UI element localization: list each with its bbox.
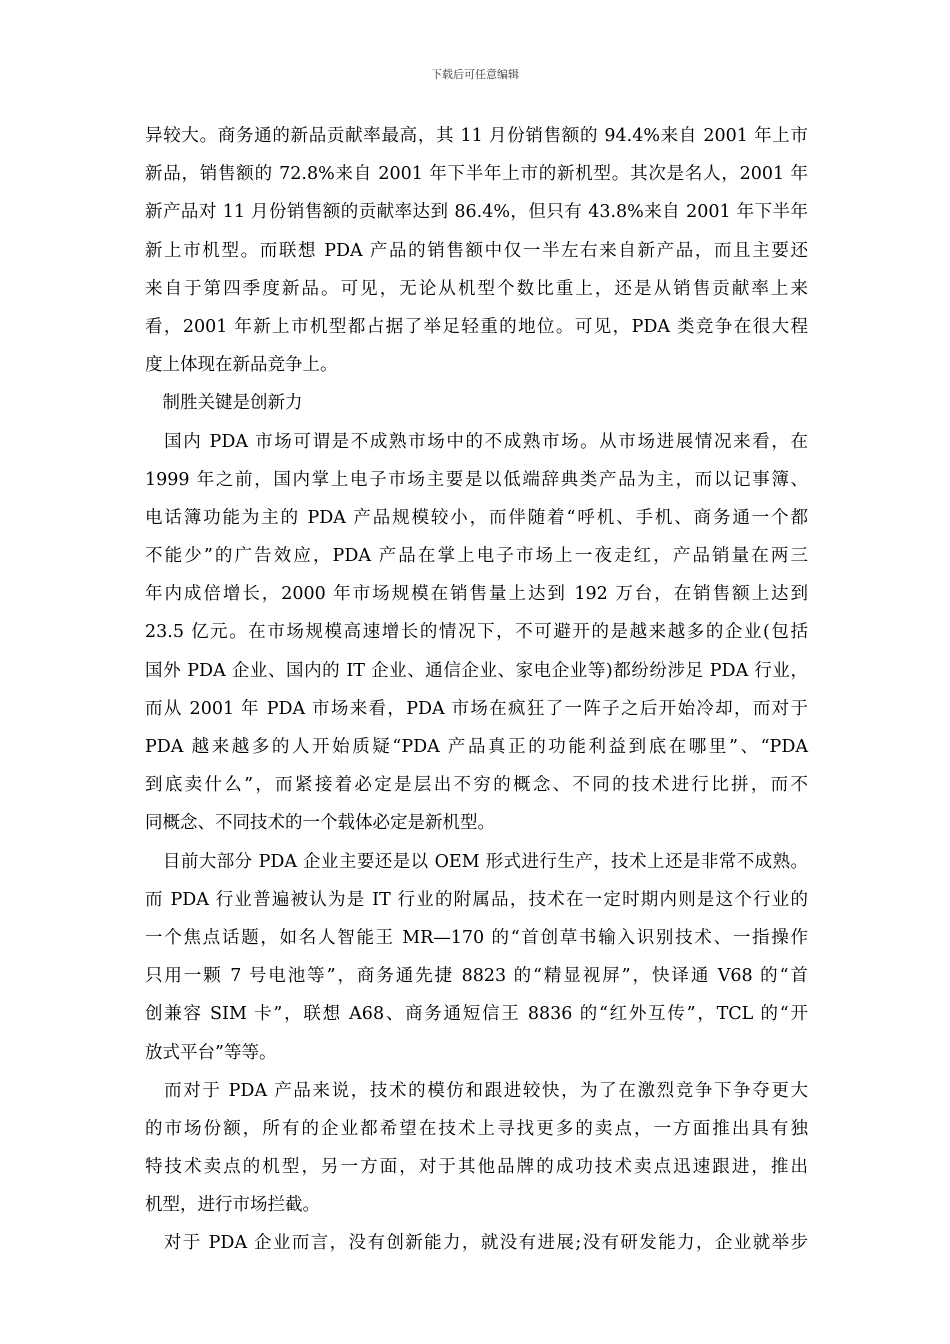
text-line: 新上市机型。而联想 PDA 产品的销售额中仅一半左右来自新产品，而且主要还: [145, 240, 808, 261]
text-line: 度上体现在新品竞争上。: [145, 355, 338, 376]
text-line: 国外 PDA 企业、国内的 IT 企业、通信企业、家电企业等)都纷纷涉足 PDA 行业，: [145, 660, 808, 681]
text-line: 到底卖什么”，而紧接着必定是层出不穷的概念、不同的技术进行比拼，而不: [145, 775, 808, 796]
text-line: 目前大部分 PDA 企业主要还是以 OEM 形式进行生产，技术上还是非常不成熟。: [145, 851, 808, 872]
page-header: 下载后可任意编辑: [431, 68, 519, 81]
text-line: 1999 年之前，国内掌上电子市场主要是以低端辞典类产品为主，而以记事簿、: [145, 469, 808, 490]
text-line: 同概念、不同技术的一个载体必定是新机型。: [145, 813, 495, 834]
paragraph: [145, 843, 808, 1072]
paragraph: [145, 1072, 808, 1225]
paragraph: [145, 384, 808, 422]
text-line: 年内成倍增长，2000 年市场规模在销售量上达到 192 万台，在销售额上达到: [145, 584, 808, 605]
document-body: [145, 117, 808, 1263]
text-line: 23.5 亿元。在市场规模高速增长的情况下，不可避开的是越来越多的企业(包括: [145, 622, 808, 643]
text-line: 新品，销售额的 72.8%来自 2001 年下半年上市的新机型。其次是名人，2001 年: [145, 164, 808, 185]
text-line: 异较大。商务通的新品贡献率最高，其 11 月份销售额的 94.4%来自 2001 年上市: [145, 126, 808, 146]
text-line: 来自于第四季度新品。可见，无论从机型个数比重上，还是从销售贡献率上来: [145, 278, 808, 299]
text-line: 对于 PDA 企业而言，没有创新能力，就没有进展;没有研发能力，企业就举步: [145, 1233, 808, 1254]
text-line: 电话簿功能为主的 PDA 产品规模较小，而伴随着“呼机、手机、商务通一个都: [145, 507, 808, 528]
text-line: 放式平台”等等。: [145, 1042, 277, 1063]
text-line: 机型，进行市场拦截。: [145, 1195, 320, 1216]
paragraph: [145, 423, 808, 843]
text-line: 看，2001 年新上市机型都占据了举足轻重的地位。可见，PDA 类竞争在很大程: [145, 316, 808, 337]
text-line: 创兼容 SIM 卡”，联想 A68、商务通短信王 8836 的“红外互传”，TCL 的“开: [145, 1004, 808, 1025]
paragraph: [145, 117, 808, 384]
text-line: 的市场份额，所有的企业都希望在技术上寻找更多的卖点，一方面推出具有独: [145, 1118, 808, 1139]
text-line: 只用一颗 7 号电池等”，商务通先捷 8823 的“精显视屏”，快译通 V68 的“首: [145, 966, 808, 987]
text-line: 而 PDA 行业普遍被认为是 IT 行业的附属品，技术在一定时期内则是这个行业的: [145, 889, 808, 910]
text-line: 不能少”的广告效应，PDA 产品在掌上电子市场上一夜走红，产品销量在两三: [145, 546, 808, 567]
text-line: 而从 2001 年 PDA 市场来看，PDA 市场在疯狂了一阵子之后开始冷却，而对于: [145, 698, 808, 719]
text-line: 特技术卖点的机型，另一方面，对于其他品牌的成功技术卖点迅速跟进，推出: [145, 1157, 808, 1178]
paragraph: [145, 1224, 808, 1262]
text-line: 而对于 PDA 产品来说，技术的模仿和跟进较快，为了在激烈竞争下争夺更大: [145, 1080, 808, 1101]
text-line: 一个焦点话题，如名人智能王 MR—170 的“首创草书输入识别技术、一指操作: [145, 927, 808, 948]
text-line: 新产品对 11 月份销售额的贡献率达到 86.4%，但只有 43.8%来自 2001 年下半年: [145, 202, 808, 223]
text-line: 制胜关键是创新力: [145, 393, 303, 414]
text-line: PDA 越来越多的人开始质疑“PDA 产品真正的功能利益到底在哪里”、“PDA: [145, 737, 808, 757]
text-line: 国内 PDA 市场可谓是不成熟市场中的不成熟市场。从市场进展情况来看，在: [145, 431, 808, 452]
